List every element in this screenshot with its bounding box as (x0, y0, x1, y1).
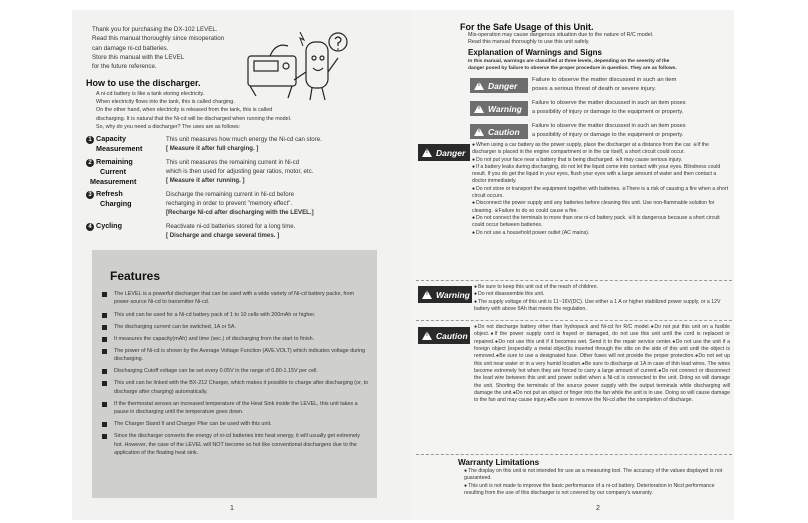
use-desc-line: This unit measures how much energy the Ni-cd can store. (166, 136, 322, 143)
danger-item: ● If a battery leaks during discharging, do not let the liquid come into contact with your eyes. Blindness could result. If you do get the liquid in your eyes, flush your eyes with a large amount of water and then contact a doctor immediately. (472, 164, 730, 186)
use-label-line: Charging (100, 199, 132, 208)
use-label-line: Capacity (96, 134, 126, 143)
use-label (86, 221, 156, 231)
intro-line: Store this manual with the LEVEL (92, 53, 185, 61)
badge-label: Danger (436, 147, 466, 158)
howto-body (96, 90, 386, 131)
feature-text: Discharging Cutoff voltage can be set every 0.05V in the range of 0.80-1.15V per cell. (114, 368, 318, 375)
use-label-line: Measurement (90, 177, 137, 186)
feature-item (102, 323, 370, 331)
safe-body-line: Read this manual thoroughly to use this unit safely. (468, 39, 590, 46)
bullet-square-icon (102, 349, 107, 354)
use-number-badge: 4 (86, 223, 94, 231)
danger-item: ● When using a car battery as the power supply, place the discharger at a distance from the car. ※If the discharger is placed in the engine compartment or in the car itself, a short circuit could occur. (472, 142, 730, 157)
feature-text: This unit can be linked with the BX-212 Charger, which makes it possible to charge after discharging (or, to discharge after charging) automatically. (114, 380, 369, 395)
safe-body-line: Mis-operation may cause dangerous situation due to the nature of R/C model. (468, 32, 654, 38)
safe-usage-title: For the Safe Usage of this Unit. (460, 22, 594, 32)
warranty-title: Warranty Limitations (458, 458, 540, 467)
use-desc-line: This unit measures the remaining current in Ni-cd (166, 159, 300, 166)
feature-item (102, 347, 370, 364)
use-desc (166, 222, 386, 240)
howto-line: A ni-cd battery is like a tank storing electricity. (96, 91, 205, 97)
bullet-square-icon (102, 313, 107, 318)
bullet-square-icon (102, 337, 107, 342)
level-line: Failure to observe the matter discussed in such an item (532, 77, 677, 83)
use-desc-line: Discharge the remaining current in Ni-cd before (166, 191, 295, 198)
danger-item: ● Do not connect the terminals to more than one ni-cd battery pack. ※It is dangerous because a short circuit could occur between batteries. (472, 215, 730, 230)
level-line: a possibility of injury or damage to the equipment or property. (532, 131, 684, 138)
badge-label: Caution (436, 330, 468, 341)
caution-text: ●Do not discharge battery other than hydropack and Ni-cd for R/C model.●Do not put this unit on a fusible object.●If the power supply cord is frayed or damaged, do not use this unit until the cord is replaced or repaired.●Do not use this unit if it becomes wet. Send it to the repair service center.●Do not use the unit if a foreign object (especially a metal object)is inserted through the slits on the side of this unit until the object is removed.●Be sure to use a designated fuse. Other fuses will not provide the proper protection.●Do not set up this unit near water or in a very humid location.●Be sure to discharge at 1A in case of thin lead wires. The wires become extremely hot when they are forced to carry a large amount of current.●Do not connect or disconnect the lead wire between this unit and power outlet when a Ni-cd is connected to the unit. Doing so will damage the unit. Shorting the terminals of the source power supply with the output terminals while discharging will damage the unit.●Do not put an object or finger into the fan while the unit is in use. Doing so will cause damage to the fan and may cause injury.●Be sure to remove the Ni-cd after the completion of discharge. (474, 324, 730, 404)
badge-label: Danger (488, 80, 518, 91)
feature-item (102, 367, 370, 375)
use-number-badge: 3 (86, 191, 94, 199)
feature-item (102, 400, 370, 417)
section-divider (416, 280, 732, 281)
feature-text: This unit can be used for a Ni-cd battery pack of 1 to 10 cells with 200mAh or higher. (114, 311, 316, 318)
intro-line: Thank you for purchasing the DX-102 LEVEL. (92, 26, 218, 33)
caution-level-badge (470, 124, 528, 139)
bullet-square-icon (102, 381, 107, 386)
warning-item: ● Be sure to keep this unit out of the reach of children. (474, 284, 730, 291)
warning-level-text (532, 99, 732, 116)
intro-line: Read this manual thoroughly since misoperation (92, 35, 225, 43)
use-label-line: Cycling (96, 221, 122, 230)
danger-item: ● Do not store or transport the equipment together with batteries. ※There is a risk of causing a fire when a short circuit occurs. (472, 186, 730, 201)
badge-label: Warning (436, 289, 470, 300)
features-box (92, 250, 377, 498)
feature-text: The LEVEL is a powerful discharger that can be used with a wide variety of Ni-cd battery packs, from power-source Ni-cd to transmitter Ni-cd. (114, 291, 355, 306)
section-divider (416, 454, 732, 455)
warning-item: ● Do not disassemble this unit. (474, 291, 730, 298)
section-divider (416, 320, 732, 321)
feature-item (102, 420, 370, 428)
feature-text: It measures the capacity(mAh) and time (sec.) of discharging from the start to finish. (114, 335, 315, 342)
manual-page-left (72, 10, 412, 520)
caution-level-text (532, 122, 732, 139)
explanation-body (468, 58, 732, 72)
page-number: 1 (230, 505, 234, 512)
howto-line: So, why do you need a discharger? The uses are as follows: (96, 123, 241, 130)
use-label (86, 189, 156, 209)
bullet-square-icon (102, 434, 107, 439)
use-label (86, 157, 156, 187)
feature-text: The discharging current can be switched, 1A or 5A. (114, 323, 236, 330)
level-line: Failure to observe the matter discussed in such an item poses (532, 123, 686, 129)
feature-item (102, 379, 370, 396)
explanation-title: Explanation of Warnings and Signs (468, 48, 602, 57)
feature-text: The Charger Stand II and Charger Plier can be used with this unit. (114, 421, 272, 428)
use-desc-line: recharging in order to prevent "memory effect". (166, 200, 293, 208)
warranty-item: ● This unit is not made to improve the basic performance of a ni-cd battery. Deterioration in Nicd performance resulting from the use of this discharger is not covered by our company's warranty. (464, 483, 726, 498)
caution-section-badge (418, 327, 470, 344)
use-desc-line: which is then used for adjusting gear ratios, motor, etc. (166, 168, 314, 176)
bullet-square-icon (102, 402, 107, 407)
feature-text: If the thermostat senses an increased temperature of the Heat Sink inside the LEVEL, this unit takes a pause in discharging until the temperature goes down. (114, 400, 358, 416)
danger-item: ● Disconnect the power supply and any batteries before cleaning this unit. Use non-flammable solution for cleaning. ※Failure to do so could cause a fire. (472, 200, 730, 215)
feature-item (102, 432, 370, 457)
use-number-badge: 1 (86, 136, 94, 144)
feature-text: The power of Ni-cd is shown by the Average Voltage Function (AVE.VOLT) which indicates voltage during discharging. (114, 347, 366, 363)
explanation-line: In this manual, warnings are classified at three levels, depending on the severity of the (468, 59, 670, 64)
danger-list (472, 142, 730, 237)
use-note: [ Measure it after running. ] (166, 177, 245, 185)
use-label-line: Refresh (96, 189, 123, 198)
danger-level-badge (470, 78, 528, 93)
use-desc-line: Reactivate ni-cd batteries stored for a long time. (166, 223, 296, 230)
explanation-line: danger posed by failure to observe the proper procedure in question. They are as follows. (468, 66, 677, 71)
use-label-line: Current (100, 167, 126, 176)
manual-page-right (412, 10, 734, 520)
feature-item (102, 311, 370, 319)
safe-usage-body (468, 32, 730, 47)
level-line: Failure to observe the matter discussed in such an item poses (532, 100, 686, 106)
use-label (86, 134, 156, 154)
warning-item: ● The supply voltage of this unit is 11~16V(DC). Use either a 1 A or higher stabilized power supply, or a 12V battery with above 5Ah that meets the regulation. (474, 299, 730, 314)
features-title: Features (110, 269, 161, 283)
feature-text: Since the discharger converts the energy of ni-cd batteries into heat energy, it will usually get extremely hot. However, the case of the LEVEL will NOT become so hot like conventional dischargers due to the application of the floating heat sink. (114, 433, 360, 457)
warning-section-badge (418, 286, 472, 303)
howto-line: discharging. It is natural that the Ni-cd will be discharged when running the model. (96, 115, 292, 122)
howto-line: When electricity flows into the tank, this is called charging. (96, 99, 235, 106)
warning-triangle-icon (422, 331, 432, 340)
use-label-line: Measurement (96, 144, 143, 153)
howto-title: How to use the discharger. (86, 78, 201, 88)
howto-line: On the other hand, when electricity is released from the tank, this is called (96, 107, 273, 114)
level-line: a possibility of injury or damage to the equipment or property. (532, 108, 684, 115)
warning-triangle-icon (422, 148, 432, 157)
warning-triangle-icon (422, 290, 432, 299)
use-desc (166, 135, 386, 153)
features-list (102, 290, 370, 461)
warning-triangle-icon (474, 127, 484, 136)
bullet-square-icon (102, 325, 107, 330)
warning-level-badge (470, 101, 528, 116)
use-note: [ Discharge and charge several times. ] (166, 232, 280, 240)
use-note: [ Measure it after full charging. ] (166, 145, 259, 153)
feature-item (102, 335, 370, 343)
bullet-square-icon (102, 292, 107, 297)
use-label-line: Remaining (96, 157, 133, 166)
warranty-list (464, 468, 726, 497)
feature-item (102, 290, 370, 307)
bullet-square-icon (102, 369, 107, 374)
danger-item: ● Do not use a household power outlet (AC mains). (472, 230, 730, 237)
level-line: poses a serious threat of death or severe injury. (532, 85, 656, 92)
use-desc (166, 190, 386, 217)
bullet-square-icon (102, 422, 107, 427)
danger-item: ● Do not put your face near a battery that is being discharged. ※It may cause serious injury. (472, 157, 730, 164)
warning-triangle-icon (474, 104, 484, 113)
page-number: 2 (596, 505, 600, 512)
danger-level-text (532, 76, 728, 93)
warning-list (474, 284, 730, 313)
badge-label: Warning (488, 103, 522, 114)
warranty-item: ● The display on this unit is not intended for use as a measuring tool. The accuracy of the values displayed is not guaranteed. (464, 468, 726, 483)
badge-label: Caution (488, 126, 520, 137)
use-note: [Recharge Ni-cd after discharging with the LEVEL.] (166, 209, 314, 217)
intro-line: for the future reference. (92, 63, 157, 71)
danger-section-badge (418, 144, 470, 161)
use-number-badge: 2 (86, 159, 94, 167)
intro-line: can damage ni-cd batteries. (92, 44, 169, 52)
use-desc (166, 158, 386, 185)
warning-triangle-icon (474, 81, 484, 90)
